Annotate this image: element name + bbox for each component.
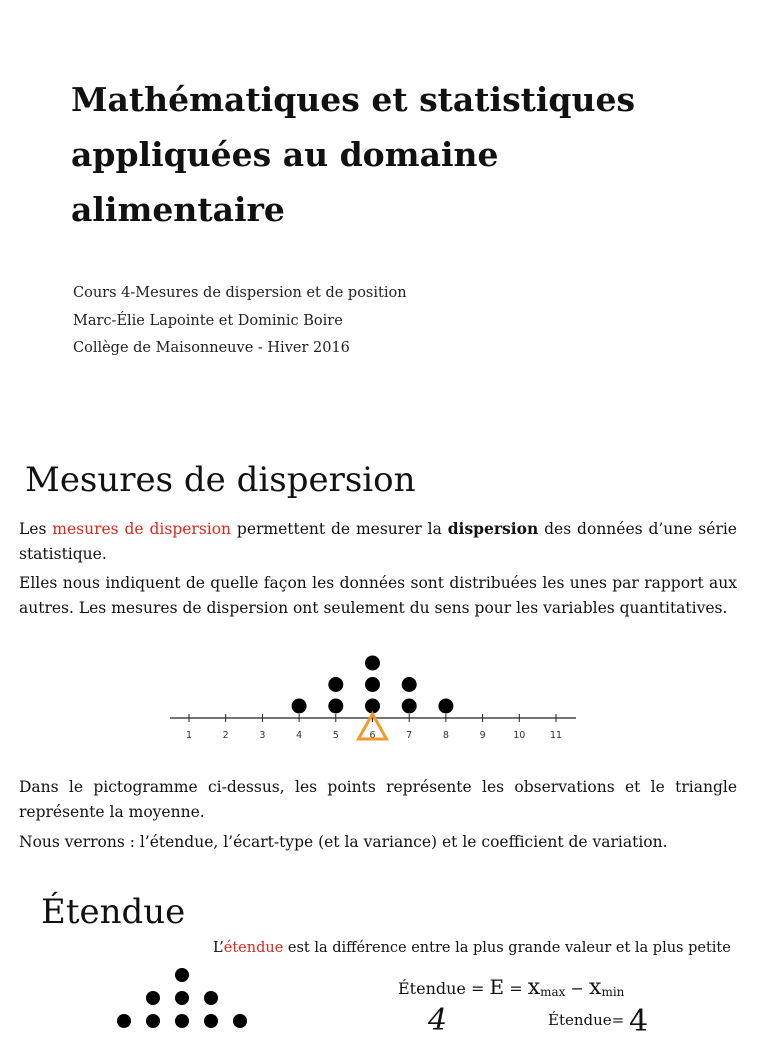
observation-dot bbox=[146, 991, 160, 1005]
formula-min-subscript: min bbox=[601, 985, 625, 999]
formula-label: Étendue bbox=[398, 979, 466, 998]
observation-dot bbox=[365, 677, 380, 692]
x-tick-label: 9 bbox=[479, 730, 486, 741]
paragraph-pictogram-caption: Dans le pictogramme ci-dessus, les points représente les observations et le triangle représente la moyenne. bbox=[19, 778, 737, 821]
mean-triangle bbox=[359, 714, 387, 739]
etendue-result bbox=[548, 1004, 649, 1039]
x-tick-label: 8 bbox=[442, 730, 449, 741]
partial-value: 4 bbox=[428, 1003, 448, 1038]
bold-term: dispersion bbox=[447, 519, 539, 538]
formula-E: E bbox=[489, 975, 505, 999]
observation-dot bbox=[365, 656, 380, 671]
x-tick-label: 1 bbox=[185, 730, 193, 741]
course-meta bbox=[73, 280, 407, 363]
observation-dot bbox=[175, 1014, 189, 1028]
etendue-formula bbox=[398, 974, 624, 1005]
formula-x-min: x bbox=[589, 975, 602, 1000]
x-tick-label: 11 bbox=[549, 730, 563, 741]
paragraph-dispersion-intro bbox=[19, 516, 737, 567]
observation-dot bbox=[365, 699, 380, 714]
section-heading-etendue: Étendue bbox=[41, 892, 186, 932]
highlighted-term: étendue bbox=[223, 940, 284, 956]
section-heading-dispersion: Mesures de dispersion bbox=[25, 460, 416, 500]
paragraph-dispersion-explanation: Elles nous indiquent de quelle façon les données sont distribuées les unes par rapport aux autres. Les mesures de dispersion ont seulement du sens pour les variables quantitatives. bbox=[19, 574, 737, 617]
formula-max-subscript: max bbox=[540, 985, 566, 999]
observation-dot bbox=[175, 968, 189, 982]
text-run: L’ bbox=[213, 940, 224, 956]
result-label: Étendue= bbox=[548, 1011, 625, 1029]
observation-dot bbox=[117, 1014, 131, 1028]
x-tick-label: 10 bbox=[513, 730, 526, 741]
observation-dot bbox=[328, 699, 343, 714]
x-tick-label: 5 bbox=[332, 730, 339, 741]
observation-dot bbox=[204, 1014, 218, 1028]
formula-x-max: x bbox=[527, 975, 541, 1000]
text-run: est la différence entre la plus grande valeur et la plus petite bbox=[283, 940, 731, 956]
authors: Marc-Élie Lapointe et Dominic Boire bbox=[73, 312, 343, 329]
document-title: Mathématiques et statistiques appliquées au domaine alimentaire bbox=[71, 80, 636, 229]
text-run: permettent de mesurer la bbox=[231, 520, 448, 538]
observation-dot bbox=[438, 699, 453, 714]
formula-minus: − bbox=[570, 979, 584, 998]
text-run: Les bbox=[19, 520, 53, 538]
highlighted-term: mesures de dispersion bbox=[52, 520, 232, 538]
observation-dot bbox=[328, 677, 343, 692]
x-tick-label: 3 bbox=[259, 730, 266, 741]
paragraph-measures-list: Nous verrons : l’étendue, l’écart-type (et la variance) et le coefficient de variation. bbox=[19, 833, 668, 851]
x-tick-label: 7 bbox=[406, 730, 413, 741]
observation-dot bbox=[175, 991, 189, 1005]
observation-dot bbox=[146, 1014, 160, 1028]
formula-equals: = bbox=[471, 979, 485, 998]
text-run: des données d’une série statistique. bbox=[19, 520, 737, 563]
observation-dot bbox=[402, 699, 417, 714]
observation-dot bbox=[402, 677, 417, 692]
course-name: Cours 4-Mesures de dispersion et de position bbox=[73, 285, 407, 301]
observation-dot bbox=[233, 1014, 247, 1028]
college: Collège de Maisonneuve - Hiver 2016 bbox=[73, 340, 350, 356]
observation-dot bbox=[204, 991, 218, 1005]
x-tick-label: 6 bbox=[369, 730, 376, 741]
observation-dot bbox=[292, 699, 307, 714]
etendue-definition bbox=[213, 936, 731, 960]
formula-equals: = bbox=[509, 979, 523, 998]
x-tick-label: 4 bbox=[296, 730, 303, 741]
x-tick-label: 2 bbox=[222, 730, 229, 741]
result-value: 4 bbox=[629, 1004, 649, 1039]
